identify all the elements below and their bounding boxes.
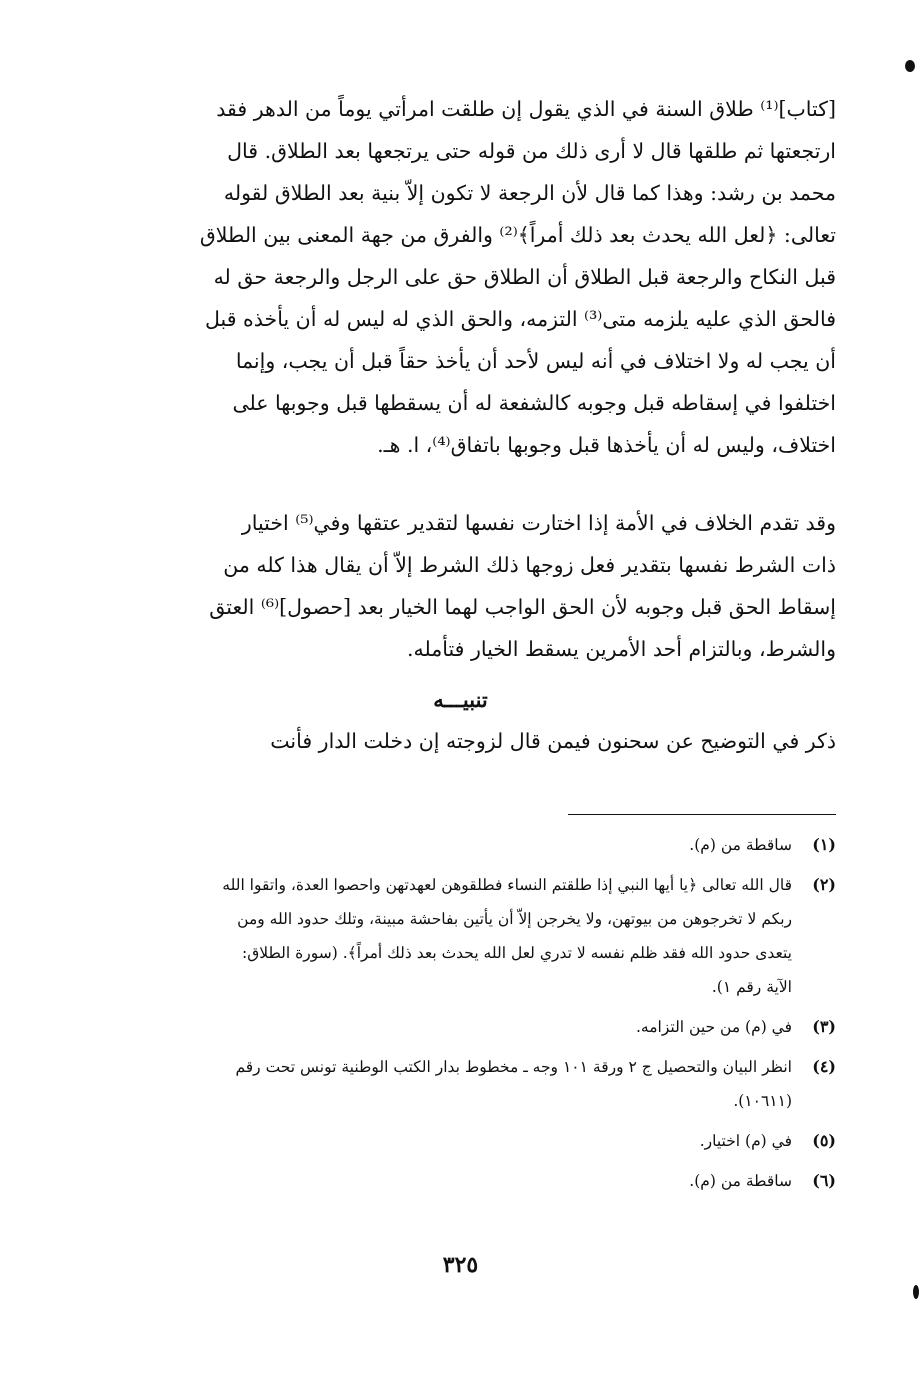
text-line: فالحق الذي عليه يلزمه متى⁽³⁾ التزمه، والحق الذي له ليس له أن يأخذه قبل	[205, 307, 836, 331]
scan-mark	[905, 60, 915, 72]
text-line: وقد تقدم الخلاف في الأمة إذا اختارت نفسها لتقدير عتقها وفي⁽⁵⁾ اختيار	[241, 511, 836, 535]
footnote-2	[130, 868, 836, 1004]
footnote-5	[130, 1124, 836, 1158]
footnote-number: (٥)	[812, 1131, 836, 1150]
footnote-1	[130, 828, 836, 862]
footnote-6	[130, 1164, 836, 1198]
page-number: ٣٢٥	[442, 1252, 479, 1278]
footnote-number: (٢)	[812, 875, 836, 894]
footnote-text: ساقطة من (م).	[689, 1172, 792, 1190]
text-line: ذكر في التوضيح عن سحنون فيمن قال لزوجته إن دخلت الدار فأنت	[270, 729, 836, 753]
scan-mark	[913, 1285, 919, 1299]
footnote-text: ربكم لا تخرجوهن من بيوتهن، ولا يخرجن إلاّ أن يأتين بفاحشة مبينة، وتلك حدود الله ومن	[237, 910, 792, 928]
footnote-text: يتعدى حدود الله فقد ظلم نفسه لا تدري لعل الله يحدث بعد ذلك أمراً﴾. (سورة الطلاق:	[241, 944, 792, 962]
text-line: [كتاب]⁽¹⁾ طلاق السنة في الذي يقول إن طلقت امرأتي يوماً من الدهر فقد	[216, 97, 836, 121]
text-line: إسقاط الحق قبل وجوبه لأن الحق الواجب لهما الخيار بعد [حصول]⁽⁶⁾ العتق	[209, 595, 836, 619]
footnote-separator	[568, 814, 836, 815]
section-heading: تنبيـــه	[433, 687, 488, 712]
text-line: ذات الشرط نفسها بتقدير فعل زوجها ذلك الشرط إلاّ أن يقال هذا كله من	[223, 553, 836, 577]
footnote-text: في (م) اختيار.	[699, 1132, 792, 1150]
footnote-4	[130, 1050, 836, 1118]
text-line: اختلفوا في إسقاطه قبل وجوبه كالشفعة له أن يسقطها قبل وجوبها على	[232, 391, 836, 415]
text-line: اختلاف، وليس له أن يأخذها قبل وجوبها باتفاق⁽⁴⁾، ا. هـ.	[377, 433, 836, 457]
text-line: أن يجب له ولا اختلاف في أنه ليس لأحد أن يأخذ حقاً قبل أن يجب، وإنما	[235, 349, 836, 373]
footnote-text: في (م) من حين التزامه.	[636, 1018, 792, 1036]
text-line: قبل النكاح والرجعة قبل الطلاق أن الطلاق حق على الرجل والرجعة حق له	[213, 265, 836, 289]
footnote-text: الآية رقم ١).	[711, 978, 792, 996]
footnote-text: قال الله تعالى ﴿يا أيها النبي إذا طلقتم النساء فطلقوهن لعهدتهن واحصوا العدة، واتقوا الله	[222, 876, 792, 894]
footnote-text: (١٠٦١١).	[733, 1092, 792, 1110]
main-paragraph-1	[130, 88, 836, 466]
text-line: والشرط، وبالتزام أحد الأمرين يسقط الخيار فتأمله.	[406, 637, 836, 661]
footnote-text: ساقطة من (م).	[689, 836, 792, 854]
main-paragraph-2	[130, 502, 836, 670]
footnote-number: (٤)	[812, 1057, 836, 1076]
footnotes	[130, 828, 836, 1204]
main-paragraph-3	[130, 720, 836, 762]
text-line: ارتجعتها ثم طلقها قال لا أرى ذلك من قوله حتى يرتجعها بعد الطلاق. قال	[227, 139, 836, 163]
text-line: محمد بن رشد: وهذا كما قال لأن الرجعة لا تكون إلاّ بنية بعد الطلاق لقوله	[223, 181, 836, 205]
footnote-text: انظر البيان والتحصيل ج ٢ ورقة ١٠١ وجه ـ مخطوط بدار الكتب الوطنية تونس تحت رقم	[235, 1058, 792, 1076]
footnote-number: (٣)	[812, 1017, 836, 1036]
footnote-number: (٦)	[812, 1171, 836, 1190]
footnote-number: (١)	[812, 835, 836, 854]
footnote-3	[130, 1010, 836, 1044]
text-line: تعالى: ﴿لعل الله يحدث بعد ذلك أمراً﴾⁽²⁾ والفرق من جهة المعنى بين الطلاق	[199, 223, 836, 247]
